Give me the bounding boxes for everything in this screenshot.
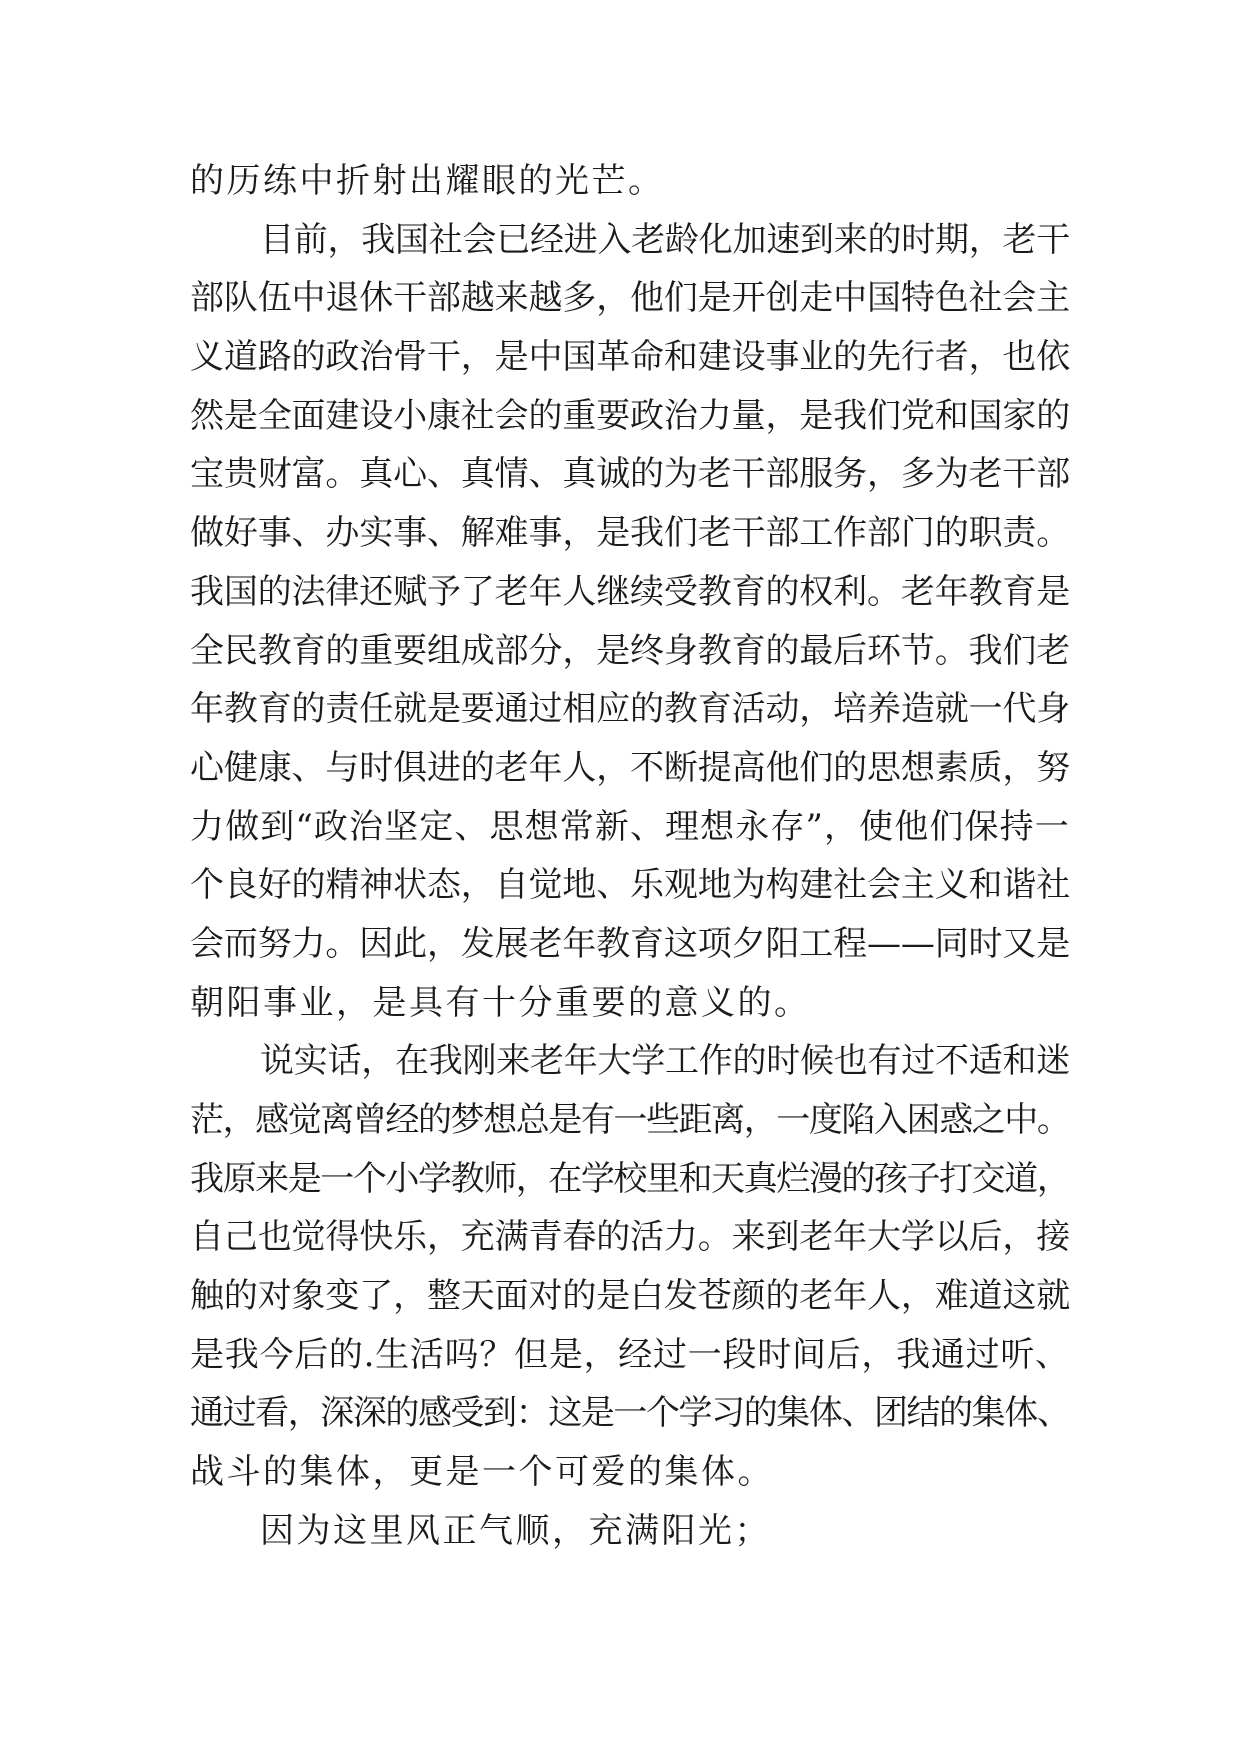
text-line: 个良好的精神状态，自觉地、乐观地为构建社会主义和谐社 — [190, 865, 1071, 906]
text-line: 说实话，在我刚来老年大学工作的时候也有过不适和迷 — [260, 1041, 1070, 1082]
text-line: 触的对象变了，整天面对的是白发苍颜的老年人，难道这就 — [190, 1276, 1071, 1317]
text-line: 心健康、与时俱进的老年人，不断提高他们的思想素质，努 — [190, 747, 1071, 788]
text-line: 茫，感觉离曾经的梦想总是有一些距离，一度陷入困惑之中。 — [190, 1100, 1070, 1140]
text-line: 做好事、办实事、解难事，是我们老干部工作部门的职责。 — [190, 513, 1071, 554]
text-line: 战斗的集体，更是一个可爱的集体。 — [190, 1452, 774, 1493]
text-line: 是我今后的.生活吗？但是，经过一段时间后，我通过听、 — [190, 1334, 1070, 1375]
text-line: 因为这里风正气顺，充满阳光； — [260, 1510, 771, 1551]
text-line: 力做到“政治坚定、思想常新、理想永存”，使他们保持一 — [190, 806, 1070, 847]
text-line: 我国的法律还赋予了老年人继续受教育的权利。老年教育是 — [190, 571, 1071, 612]
text-line: 自己也觉得快乐，充满青春的活力。来到老年大学以后，接 — [190, 1217, 1071, 1258]
text-line: 会而努力。因此，发展老年教育这项夕阳工程——同时又是 — [190, 923, 1071, 964]
text-line: 义道路的政治骨干，是中国革命和建设事业的先行者，也依 — [190, 337, 1071, 378]
text-line: 通过看，深深的感受到：这是一个学习的集体、团结的集体、 — [190, 1393, 1070, 1434]
text-line: 全民教育的重要组成部分，是终身教育的最后环节。我们老 — [190, 630, 1071, 671]
text-line: 的历练中折射出耀眼的光芒。 — [190, 161, 665, 201]
text-line: 朝阳事业，是具有十分重要的意义的。 — [190, 982, 811, 1023]
text-line: 我原来是一个小学教师，在学校里和天真烂漫的孩子打交道， — [190, 1158, 1070, 1199]
text-line: 年教育的责任就是要通过相应的教育活动，培养造就一代身 — [190, 689, 1071, 730]
text-line: 宝贵财富。真心、真情、真诚的为老干部服务，多为老干部 — [190, 454, 1071, 495]
text-line: 然是全面建设小康社会的重要政治力量，是我们党和国家的 — [190, 395, 1071, 436]
body-text — [190, 152, 1070, 1561]
text-line: 目前，我国社会已经进入老龄化加速到来的时期，老干 — [260, 219, 1070, 260]
text-line: 部队伍中退休干部越来越多，他们是开创走中国特色社会主 — [190, 278, 1071, 319]
